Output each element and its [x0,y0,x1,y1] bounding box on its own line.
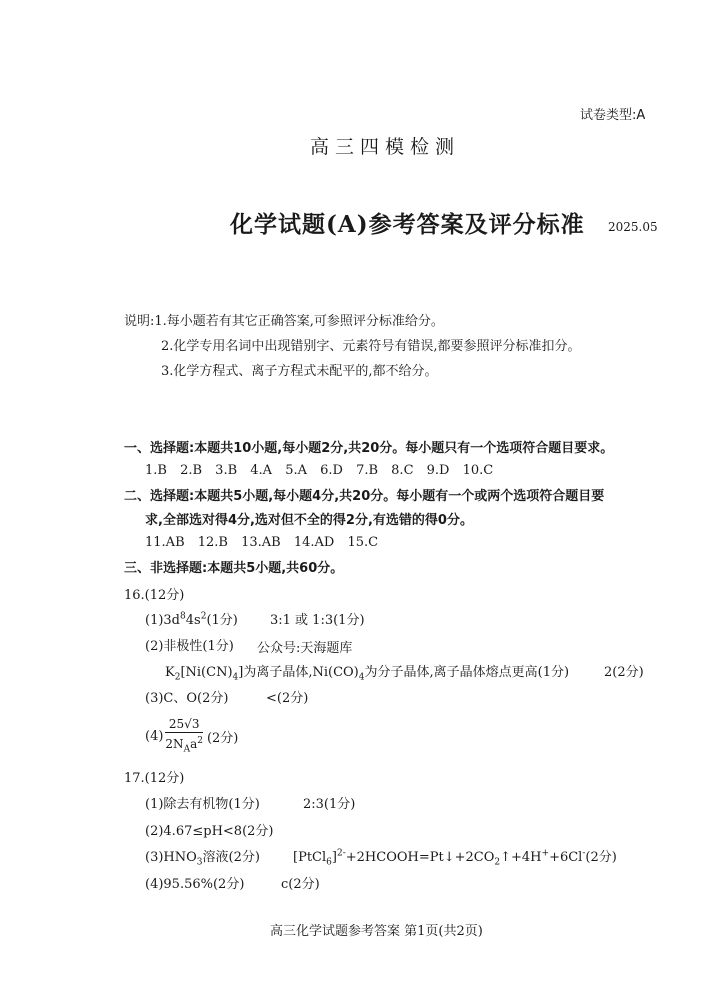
q16-p4-denominator [165,733,203,757]
q17-eq-c: ↑+4H [500,850,542,865]
q17-eq-sub2: 2 [494,857,501,868]
q17-part1: (1)除去有机物(1分) [145,797,260,812]
q17-eq-sub1: 6 [326,857,332,868]
q16-p1-sup2: 2 [200,611,207,622]
q16-p1-score: (1分) [206,613,238,628]
q16-p4-den-sub: A [183,744,191,755]
q16-part1-ratio: 3:1 或 1:3(1分) [270,613,365,628]
q16-p2-sub3: 4 [358,672,365,683]
note-1: 说明:1.每小题若有其它正确答案,可参照评分标准给分。 [124,314,444,329]
q16-part2-watermark: 公众号:天海题库 [257,641,353,656]
q16-p2-text-d: 为分子晶体,离子晶体熔点更高(1分) [364,665,570,680]
q17-label: 17.(12分) [124,771,185,786]
q16-p4-label: (4) [145,729,164,745]
q17-eq-sup1: 2- [336,848,346,859]
q17-part4-answer: c(2分) [281,877,320,892]
q16-p1-sup1: 8 [180,611,186,622]
section-2-heading-line2: 求,全部选对得4分,选对但不全的得2分,有选错的得0分。 [145,513,473,528]
q17-p3-text-a: (3)HNO [145,850,197,865]
note-2: 2.化学专用名词中出现错别字、元素符号有错误,都要参照评分标准扣分。 [161,339,581,354]
q16-label: 16.(12分) [124,588,185,603]
section-1-heading: 一、选择题:本题共10小题,每小题2分,共20分。每小题只有一个选项符合题目要求。 [124,441,614,456]
q16-part2: (2)非极性(1分) [145,639,234,654]
q17-part3 [145,846,260,868]
q16-p1-text2: 4s [185,613,201,628]
note-3: 3.化学方程式、离子方程式未配平的,都不给分。 [161,364,438,379]
q17-part4: (4)95.56%(2分) [145,877,245,892]
q16-p1-text: (1)3d [145,613,181,628]
section-1-answers: 1.B 2.B 3.B 4.A 5.A 6.D 7.B 8.C 9.D 10.C [145,463,494,478]
q16-p4-den-a: 2N [165,737,184,751]
q17-eq-sup3: - [582,848,586,859]
exam-date: 2025.05 [608,220,658,234]
q16-part3: (3)C、O(2分) [145,691,229,706]
q16-p4-numerator: 25√3 [165,716,203,733]
q16-p4-den-b: a [190,737,198,751]
q16-p2-sub1: 2 [174,672,181,683]
page-title: 化学试题(A)参考答案及评分标准 [230,211,585,238]
q17-part1-ratio: 2:3(1分) [303,797,356,812]
q16-p4-score: (2分) [206,731,239,747]
q16-part3-compare: <(2分) [266,691,309,706]
q17-eq-a: [PtCl [293,850,327,865]
q16-part2-score: 2(2分) [604,665,644,680]
q16-p4-fraction [165,716,203,757]
q17-eq-sup2: + [541,848,550,859]
section-3-heading: 三、非选择题:本题共5小题,共60分。 [124,561,344,576]
q17-eq-bracket: ] [331,850,337,865]
q17-p3-sub: 3 [196,857,203,868]
q16-p2-text-b: [Ni(CN) [180,665,233,680]
section-2-answers: 11.AB 12.B 13.AB 14.AD 15.C [145,535,379,550]
q16-p2-sub2: 4 [232,672,239,683]
q16-p4-den-sup: 2 [197,736,203,746]
q17-eq-d: +6Cl [549,850,583,865]
paper-type-label: 试卷类型:A [580,108,646,123]
exam-name: 高三四模检测 [310,136,461,158]
q16-part4 [145,716,238,757]
q17-part2: (2)4.67≤pH<8(2分) [145,824,274,839]
section-2-heading-line1: 二、选择题:本题共5小题,每小题4分,共20分。每小题有一个或两个选项符合题目要 [124,489,605,504]
q17-eq-b: +2HCOOH=Pt↓+2CO [345,850,495,865]
q17-part3-equation [293,846,617,868]
q17-p3-text-b: 溶液(2分) [202,850,260,865]
page-footer: 高三化学试题参考答案 第1页(共2页) [270,924,483,939]
q16-p2-text-a: K [165,665,175,680]
q16-p2-text-c: ]为离子晶体,Ni(CO) [238,665,359,680]
q16-part1 [145,609,238,628]
q16-part2-explanation [165,661,569,683]
q17-eq-score: (2分) [585,850,617,865]
